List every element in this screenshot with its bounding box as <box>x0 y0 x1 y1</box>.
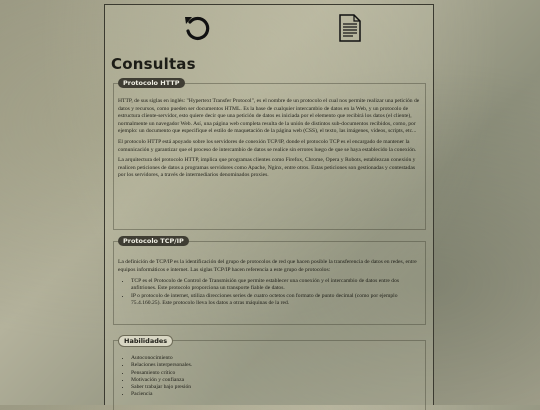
list-item: • Motivación y confianza <box>131 377 421 384</box>
http-paragraph-2: El protocolo HTTP está apoyado sobre los servidores de conexión TCP/IP, donde el protocolo TCP es el encargado de mantener la comunicación y garantizar que el proceso de intercambio de datos se realice sin errores luego de que se haya establecido la conexión. <box>118 138 417 153</box>
list-item: • Pensamiento crítico <box>131 370 421 377</box>
list-item: • IP o protocolo de internet, utiliza direcciones series de cuatro octetos con formato de punto decimal (como por ejemplo 75.4.160.25). Este protocolo lleva los datos a otras máquinas de la red. <box>131 293 422 308</box>
undo-icon[interactable] <box>181 13 213 45</box>
section-http <box>113 79 426 230</box>
skills-list <box>118 355 421 399</box>
section-label-skills: Habilidades <box>118 335 173 347</box>
list-item: • Paciencia <box>131 391 421 398</box>
list-item: • Saber trabajar bajo presión <box>131 384 421 391</box>
list-item: • Autoconocimiento <box>131 355 421 362</box>
list-item: • TCP es el Protocolo de Control de Transmisión que permite establecer una conexión y el intercambio de datos entre dos anfitriones. Este protocolo proporciona un transporte fiable de datos. <box>131 278 422 293</box>
http-paragraph-3: La arquitectura del protocolo HTTP, implica que programas clientes como Firefox, Chrome, Opera y Robots, establezcan conexión y realicen peticiones de datos a programas servidores como Apache, Nginx, entre otros. Estas peticiones son gestionadas y contestadas por los servidores, a través de intermediarios denominados proxies. <box>118 157 416 179</box>
section-skills <box>113 337 426 410</box>
tcpip-list <box>118 278 422 307</box>
page-title: Consultas <box>111 55 196 73</box>
tcpip-paragraph: La definición de TCP/IP es la identificación del grupo de protocolos de red que hacen posible la transferencia de datos en redes, entre equipos informáticos e internet. Las siglas TCP/IP hacen referencia a este grupo de protocolos: <box>118 259 417 273</box>
content-panel <box>104 4 434 405</box>
list-item: • Relaciones interpersonales. <box>131 362 421 369</box>
section-tcpip <box>113 237 426 325</box>
toolbar <box>105 5 433 51</box>
section-label-tcpip: Protocolo TCP/IP <box>118 236 189 246</box>
section-label-http: Protocolo HTTP <box>118 78 185 88</box>
http-paragraph-1: HTTP, de sus siglas en inglés: "Hypertext Transfer Protocol", es el nombre de un protocolo el cual nos permite realizar una petición de datos y recursos, como pueden ser documentos HTML. Es la base de cualquier intercambio de datos en la Web, y un protocolo de estructura cliente-servidor, esto quiere decir que una petición de datos es iniciada por el elemento que recibirá los datos (el cliente), normalmente un navegador Web. Así, una página web completa resulta de la unión de distintos sub-documentos recibidos, como, por ejemplo: un documento que especifique el estilo de maquetación de la página web (CSS), el texto, las imágenes, vídeos, scripts, etc... <box>118 98 420 135</box>
document-icon[interactable] <box>337 13 363 43</box>
